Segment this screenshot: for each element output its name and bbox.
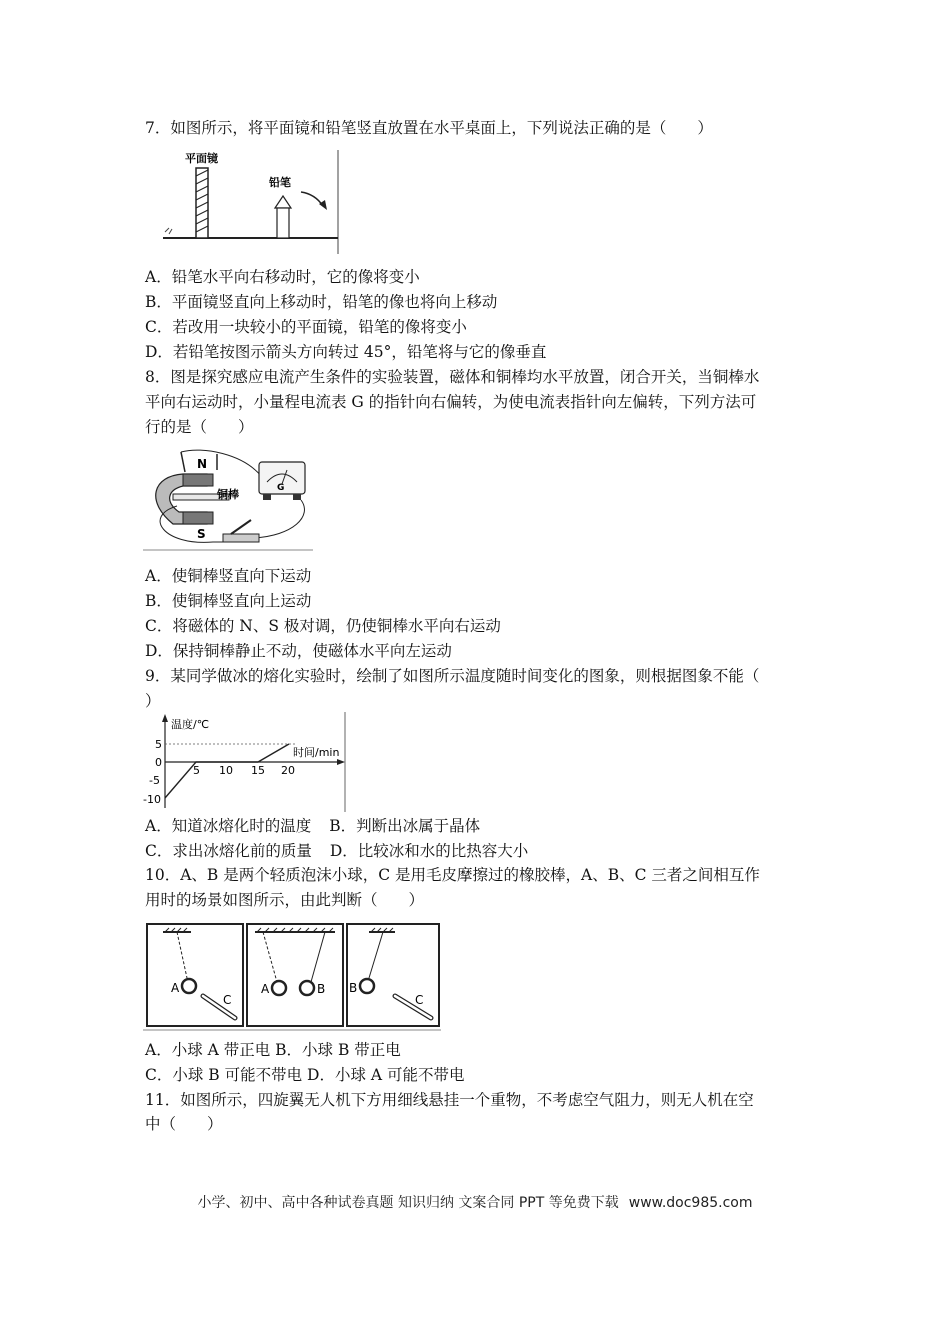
- q9-option-a: A．知道冰熔化时的温度: [145, 817, 312, 835]
- switch-shape: [223, 534, 259, 542]
- ball-a-label-2: A: [261, 982, 270, 996]
- ball-b-panel-2: [300, 981, 314, 995]
- copper-rod-label: 铜棒: [217, 488, 239, 501]
- q10-figure: [143, 920, 443, 1032]
- q8-option-d: D．保持铜棒静止不动，使磁体水平向左运动: [145, 642, 452, 660]
- footer-text: 小学、初中、高中各种试卷真题 知识归纳 文案合同 PPT 等免费下载: [197, 1195, 619, 1211]
- q9-stem-line-2: ）: [145, 692, 161, 710]
- q11-stem-line-1: 11．如图所示，四旋翼无人机下方用细线悬挂一个重物，不考虑空气阻力，则无人机在空: [145, 1091, 754, 1109]
- mirror-label: 平面镜: [185, 152, 218, 165]
- x-tick-5: 5: [193, 764, 200, 777]
- y-tick-0: 0: [155, 756, 162, 769]
- y-tick-5: 5: [155, 738, 162, 751]
- q10-options-row-2: C．小球 B 可能不带电 D．小球 A 可能不带电: [145, 1066, 465, 1084]
- induction-apparatus-diagram: [143, 446, 315, 552]
- q11-stem-line-2: 中（ ）: [145, 1115, 223, 1133]
- q8-stem-line-2: 平向右运动时，小量程电流表 G 的指针向右偏转，为使电流表指针向左偏转，下列方法可: [145, 393, 757, 411]
- q8-figure: [143, 446, 315, 552]
- q8-stem-line-1: 8．图是探究感应电流产生条件的实验装置，磁体和铜棒均水平放置，闭合开关，当铜棒水: [145, 368, 760, 386]
- charged-balls-diagram: [143, 920, 443, 1032]
- q8-option-c: C．将磁体的 N、S 极对调，仍使铜棒水平向右运动: [145, 617, 501, 635]
- q9-stem-line-1: 9．某同学做冰的熔化实验时，绘制了如图所示温度随时间变化的图象，则根据图象不能（: [145, 667, 760, 685]
- ball-a-label-1: A: [171, 981, 180, 995]
- q8-option-b: B．使铜棒竖直向上运动: [145, 592, 312, 610]
- x-tick-15: 15: [251, 764, 265, 777]
- q10-options-row-1: A．小球 A 带正电 B．小球 B 带正电: [145, 1041, 401, 1059]
- panel-3: [347, 924, 439, 1026]
- q7-stem: 7．如图所示，将平面镜和铅笔竖直放置在水平桌面上，下列说法正确的是（ ）: [145, 119, 713, 137]
- q9-figure: [143, 712, 349, 812]
- x-axis-arrow-icon: [337, 759, 345, 765]
- footer-url[interactable]: www.doc985.com: [628, 1195, 753, 1211]
- x-axis-label: 时间/min: [293, 746, 340, 759]
- q7-option-c: C．若改用一块较小的平面镜，铅笔的像将变小: [145, 318, 467, 336]
- q8-stem-line-3: 行的是（ ）: [145, 418, 254, 436]
- north-pole-label: N: [197, 457, 208, 471]
- q7-option-a: A．铅笔水平向右移动时，它的像将变小: [145, 268, 420, 286]
- q9-option-b: B．判断出冰属于晶体: [329, 817, 481, 835]
- y-tick-neg10: -10: [143, 793, 161, 806]
- q7-figure: [143, 148, 343, 256]
- page-footer: [0, 1192, 950, 1212]
- ball-a-panel-2: [272, 981, 286, 995]
- q9-options-row-2: [145, 840, 528, 862]
- galvanometer-label: G: [277, 483, 285, 493]
- y-tick-neg5: -5: [149, 774, 160, 787]
- y-axis-arrow-icon: [162, 714, 168, 722]
- ball-b-label-3: B: [349, 981, 358, 995]
- pencil-shape: [277, 208, 289, 238]
- q7-option-b: B．平面镜竖直向上移动时，铅笔的像也将向上移动: [145, 293, 498, 311]
- q10-stem-line-2: 用时的场景如图所示，由此判断（ ）: [145, 891, 425, 909]
- q9-option-d: D．比较冰和水的比热容大小: [329, 842, 529, 860]
- panel-2: [247, 924, 343, 1026]
- x-tick-10: 10: [219, 764, 233, 777]
- q7-option-d: D．若铅笔按图示箭头方向转过 45°，铅笔将与它的像垂直: [145, 343, 547, 361]
- ball-b-panel-3: [360, 979, 374, 993]
- q9-option-c: C．求出冰熔化前的质量: [145, 842, 312, 860]
- y-axis-label: 温度/℃: [171, 718, 210, 731]
- rod-c-label-1: C: [223, 993, 232, 1007]
- temperature-time-graph: [143, 712, 349, 812]
- ball-b-label-2: B: [317, 982, 326, 996]
- pencil-label: 铅笔: [269, 176, 291, 189]
- q10-stem-line-1: 10．A、B 是两个轻质泡沫小球，C 是用毛皮摩擦过的橡胶棒，A、B、C 三者之间相互作: [145, 866, 760, 884]
- q9-options-row-1: [145, 815, 480, 837]
- ball-a-panel-1: [182, 979, 196, 993]
- x-tick-20: 20: [281, 764, 295, 777]
- mirror-pencil-diagram: [143, 148, 343, 256]
- south-pole-label: S: [197, 527, 206, 541]
- q8-option-a: A．使铜棒竖直向下运动: [145, 567, 312, 585]
- rod-c-label-3: C: [415, 993, 424, 1007]
